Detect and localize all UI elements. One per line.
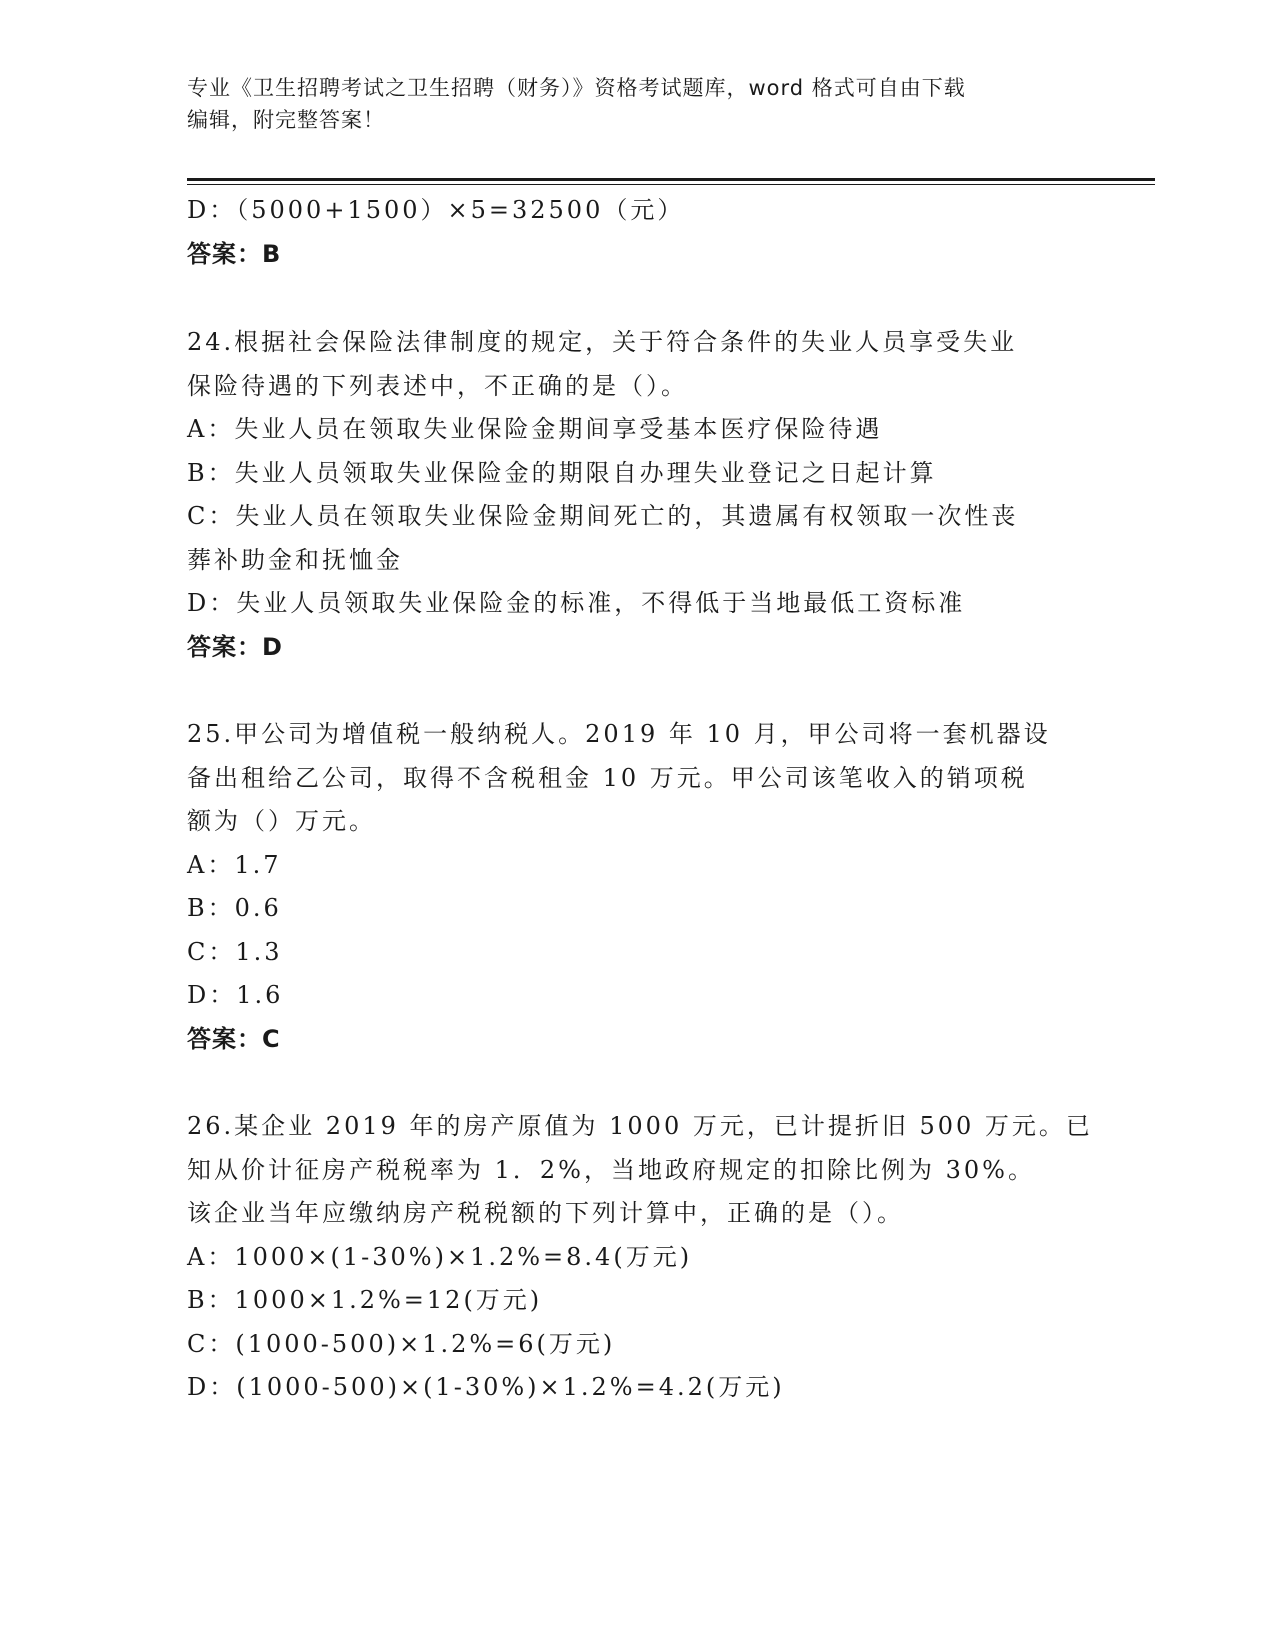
- q26-option-c: C：(1000-500)×1.2%=6(万元): [187, 1330, 616, 1358]
- q26-option-a: A：1000×(1-30%)×1.2%=8.4(万元): [187, 1243, 693, 1271]
- prev-answer: 答案：B: [187, 240, 282, 268]
- q25-option-c: C：1.3: [187, 938, 283, 966]
- header-divider-thick: [187, 178, 1155, 181]
- q25-stem-line-1: 25.甲公司为增值税一般纳税人。2019 年 10 月，甲公司将一套机器设: [187, 720, 1051, 748]
- q24-option-d: D：失业人员领取失业保险金的标准，不得低于当地最低工资标准: [187, 589, 966, 617]
- header-divider-thin: [187, 184, 1155, 185]
- q24-option-c-line-1: C：失业人员在领取失业保险金期间死亡的，其遗属有权领取一次性丧: [187, 502, 1019, 530]
- q25-stem-line-3: 额为（）万元。: [187, 807, 376, 835]
- q24-stem-line-2: 保险待遇的下列表述中，不正确的是（）。: [187, 372, 688, 400]
- q24-option-b: B：失业人员领取失业保险金的期限自办理失业登记之日起计算: [187, 459, 937, 487]
- q25-answer: 答案：C: [187, 1025, 281, 1053]
- header-line-1: 专业《卫生招聘考试之卫生招聘（财务）》资格考试题库，word 格式可自由下载: [187, 76, 966, 100]
- document-header: [187, 72, 1087, 136]
- q25-stem-line-2: 备出租给乙公司，取得不含税租金 10 万元。甲公司该笔收入的销项税: [187, 764, 1028, 792]
- q26-option-d: D：(1000-500)×(1-30%)×1.2%=4.2(万元): [187, 1373, 785, 1401]
- q24-option-a: A：失业人员在领取失业保险金期间享受基本医疗保险待遇: [187, 415, 883, 443]
- header-line-2: 编辑，附完整答案！: [187, 108, 385, 132]
- prev-option-d: D：（5000+1500）×5=32500（元）: [187, 196, 685, 224]
- q26-stem-line-3: 该企业当年应缴纳房产税税额的下列计算中，正确的是（）。: [187, 1199, 904, 1227]
- q25-option-d: D：1.6: [187, 981, 284, 1009]
- q25-option-b: B：0.6: [187, 894, 282, 922]
- q26-stem-line-2: 知从价计征房产税税率为 1．2%，当地政府规定的扣除比例为 30%。: [187, 1156, 1035, 1184]
- q24-answer: 答案：D: [187, 633, 283, 661]
- q25-option-a: A：1.7: [187, 851, 282, 879]
- q24-stem-line-1: 24.根据社会保险法律制度的规定，关于符合条件的失业人员享受失业: [187, 328, 1018, 356]
- q24-option-c-line-2: 葬补助金和抚恤金: [187, 546, 403, 574]
- q26-option-b: B：1000×1.2%=12(万元): [187, 1286, 543, 1314]
- q26-stem-line-1: 26.某企业 2019 年的房产原值为 1000 万元，已计提折旧 500 万元。已: [187, 1112, 1093, 1140]
